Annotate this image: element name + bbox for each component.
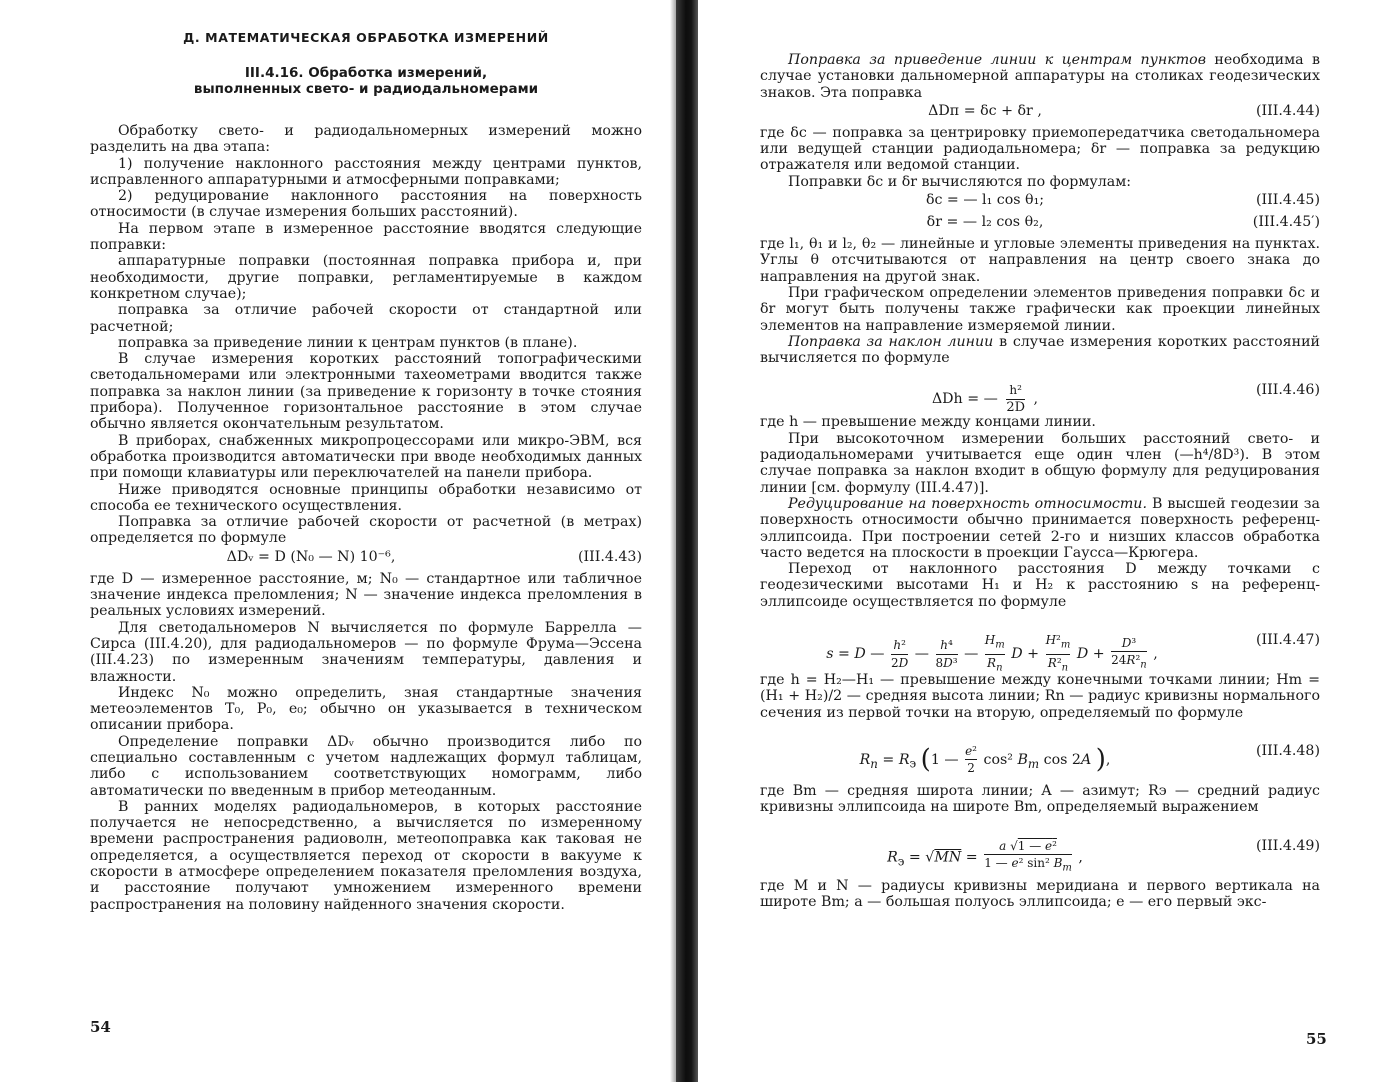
paragraph: При высокоточном измерении больших расстояний свето- и радиодальномерами учитывается еще один член (—h⁴/8D³). В этом случае поправка за наклон входит в общую формулу для редуцирования линии [см. формулу (III.4.47)]. xyxy=(760,430,1320,496)
equation-III-4-44 xyxy=(760,103,1320,123)
italic-term: Поправка за наклон линии xyxy=(788,333,994,350)
left-text-column xyxy=(90,30,642,913)
equation-III-4-47 xyxy=(760,612,1320,674)
section-title: Д. МАТЕМАТИЧЕСКАЯ ОБРАБОТКА ИЗМЕРЕНИЙ xyxy=(183,30,549,45)
right-text-column xyxy=(760,52,1320,910)
paragraph: Ниже приводятся основные принципы обработки независимо от способа ее технического осуществления. xyxy=(90,481,642,514)
paragraph: Переход от наклонного расстояния D между точками с геодезическими высотами H₁ и H₂ к расстоянию s на референц-эллипсоиде осуществляется по формуле xyxy=(760,561,1320,610)
heading-line-2: выполненных свето- и радиодальномерами xyxy=(193,81,539,97)
right-page xyxy=(698,0,1375,1082)
page-number: 54 xyxy=(90,1018,111,1036)
paragraph-text: В высшей геодезии за поверхность относимости обычно принимается поверхность референц-эллипсоида. При построении сетей 2-го и низших классов обработка часто ведется на плоскости в проекции Гаусса—Крюгера. xyxy=(760,495,1320,561)
equation-body: s = D — $\frac{\text{h²}}{2D}$ — $\frac{\text{h⁴}}{\text{8D³}}$ — $\frac{H_m}{R_n}$ D + $\frac{H^2_m}{R^2_n}$ D + $\frac{\text{D³}}{24R^2_n}$ , xyxy=(826,633,1158,674)
equation-III-4-45-prime xyxy=(760,214,1320,234)
paragraph: поправка за отличие рабочей скорости от стандартной или расчетной; xyxy=(90,302,642,335)
paragraph: где Bm — средняя широта линии; A — азимут; Rэ — средний радиус кривизны эллипсоида на широте Bm, определяемый выражением xyxy=(760,782,1320,816)
fraction xyxy=(1006,382,1025,416)
fraction-numerator: h² xyxy=(1006,382,1025,399)
fraction-denominator: 2D xyxy=(1006,399,1026,415)
equation-III-4-45 xyxy=(760,192,1320,212)
paragraph: В приборах, снабженных микропроцессорами или микро-ЭВМ, вся обработка производится автоматически при вводе необходимых данных при помощи клавиатуры или переключателей на панели прибора. xyxy=(90,432,642,482)
paragraph: Для светодальномеров N вычисляется по формуле Баррелла — Сирса (III.4.20), для радиодальномеров — по формуле Фрума—Эссена (III.4.23) по измеренным значениям температуры, давления и влажности. xyxy=(90,619,642,685)
equation-number: (III.4.48) xyxy=(1256,742,1320,759)
equation-number: (III.4.45′) xyxy=(1252,214,1320,231)
subsection-heading xyxy=(90,65,642,97)
paragraph: Определение поправки ΔDᵥ обычно производится либо по специально составленным с учетом надлежащих формул таблицам, либо с использованием соответствующих номограмм, либо автоматически по введенным в прибор метеоданным. xyxy=(90,733,642,799)
paragraph: 1) получение наклонного расстояния между центрами пунктов, исправленного аппаратурными и атмосферными поправками; xyxy=(90,155,642,188)
equation-III-4-43 xyxy=(90,549,642,569)
equation-number: (III.4.47) xyxy=(1256,632,1320,649)
paragraph: где M и N — радиусы кривизны меридиана и первого вертикала на широте Bm; a — большая полуось эллипсоида; e — его первый экс- xyxy=(760,877,1320,910)
equation-number: (III.4.43) xyxy=(578,548,642,565)
paragraph: аппаратурные поправки (постоянная поправка прибора и, при необходимости, другие поправки, регламентируемые в каждом конкретном случае); xyxy=(90,253,642,302)
paragraph: где h = H₂—H₁ — превышение между конечными точками линии; Hm = (H₁ + H₂)/2 — средняя высота линии; Rn — радиус кривизны нормального сечения из первой точки на вторую, определяемый по формуле xyxy=(760,672,1320,721)
equation-body: $R_n = R_э$ (1 — $\frac{\text{e²}}{2}$ cos² $B_m$ cos 2A ), xyxy=(859,743,1111,776)
equation-body: $R_э = √MN$ = $\frac{\text{a √1 — e²}}{1 — e^2 \sin^2 B_m}$ , xyxy=(887,838,1083,874)
equation-body: δc = — l₁ cos θ₁; xyxy=(925,192,1045,209)
paragraph: На первом этапе в измеренное расстояние вводятся следующие поправки: xyxy=(90,220,642,254)
paragraph: где h — превышение между концами линии. xyxy=(760,414,1096,431)
equation-III-4-46 xyxy=(760,368,1320,415)
left-page xyxy=(0,0,672,1082)
paragraph: где δc — поправка за центрировку приемопередатчика светодальномера или ведущей станции радиодальномера; δr — поправка за редукцию отражателя или ведомой станции. xyxy=(760,124,1320,174)
paragraph-text: в случае измерения коротких расстояний вычисляется по формуле xyxy=(760,333,1321,367)
paragraph: где D — измеренное расстояние, м; N₀ — стандартное или табличное значение индекса преломления; N — значение индекса преломления в реальных условиях измерений. xyxy=(90,570,642,620)
equation-body: δr = — l₂ cos θ₂, xyxy=(926,214,1044,231)
equation-III-4-48 xyxy=(760,723,1320,781)
paragraph: 2) редуцирование наклонного расстояния на поверхность относимости (в случае измерения больших расстояний). xyxy=(90,188,642,221)
paragraph: поправка за приведение линии к центрам пунктов (в плане). xyxy=(118,334,578,351)
paragraph: В случае измерения коротких расстояний топографическими светодальномерами или электронными тахеометрами вводится также поправка за наклон линии (за приведение к горизонту в точке стояния прибора). Полученное горизонтальное расстояние в этом случае обычно является окончательным результатом. xyxy=(90,351,642,433)
paragraph: При графическом определении элементов приведения поправки δc и δr могут быть получены также графически как проекции линейных элементов на направление измеряемой линии. xyxy=(760,284,1320,334)
equation-lhs: ΔDh = — xyxy=(931,391,998,408)
heading-line-1: III.4.16. Обработка измерений, xyxy=(244,65,488,81)
equation-body: ΔDп = δc + δr , xyxy=(928,102,1042,119)
italic-term: Поправка за приведение линии к центрам пунктов xyxy=(788,52,1206,68)
equation-III-4-49 xyxy=(760,818,1320,876)
equation-number: (III.4.46) xyxy=(1256,382,1320,399)
equation-number: (III.4.45) xyxy=(1256,192,1320,209)
paragraph: Поправка за отличие рабочей скорости от расчетной (в метрах) определяется по формуле xyxy=(90,514,642,547)
paragraph: где l₁, θ₁ и l₂, θ₂ — линейные и угловые элементы приведения на пунктах. Углы θ отсчитываются от направления на центр своего знака до направления на другой знак. xyxy=(760,236,1320,285)
equation-tail: , xyxy=(1033,391,1039,408)
equation-body: ΔDᵥ = D (N₀ — N) 10⁻⁶, xyxy=(226,548,396,565)
equation-body xyxy=(760,382,1210,416)
page-number: 55 xyxy=(1306,1030,1327,1048)
equation-number: (III.4.44) xyxy=(1256,102,1320,119)
paragraph: Обработку свето- и радиодальномерных измерений можно разделить на два этапа: xyxy=(90,123,642,156)
paragraph-text: необходима в случае установки дальномерной аппаратуры на столиках геодезических знаков. Эта поправка xyxy=(760,52,1320,101)
paragraph: В ранних моделях радиодальномеров, в которых расстояние получается не непосредственно, а вычисляется по измеренному времени распространения радиоволн, метеопоправка как таковая не определяется, а осуществляется переход от скорости в вакууме к скорости в атмосфере определением показателя преломления воздуха, и расстояние получают умножением измеренного времени распространения на половину найденного значения скорости. xyxy=(90,798,642,913)
italic-term: Редуцирование на поверхность относимости. xyxy=(788,495,1147,512)
equation-number: (III.4.49) xyxy=(1256,837,1320,854)
paragraph: Поправки δc и δr вычисляются по формулам: xyxy=(788,173,1132,190)
book-spine-gutter xyxy=(676,0,698,1082)
paragraph: Индекс N₀ можно определить, зная стандартные значения метеоэлементов T₀, P₀, e₀; обычно он указывается в техническом описании прибора. xyxy=(90,684,642,734)
